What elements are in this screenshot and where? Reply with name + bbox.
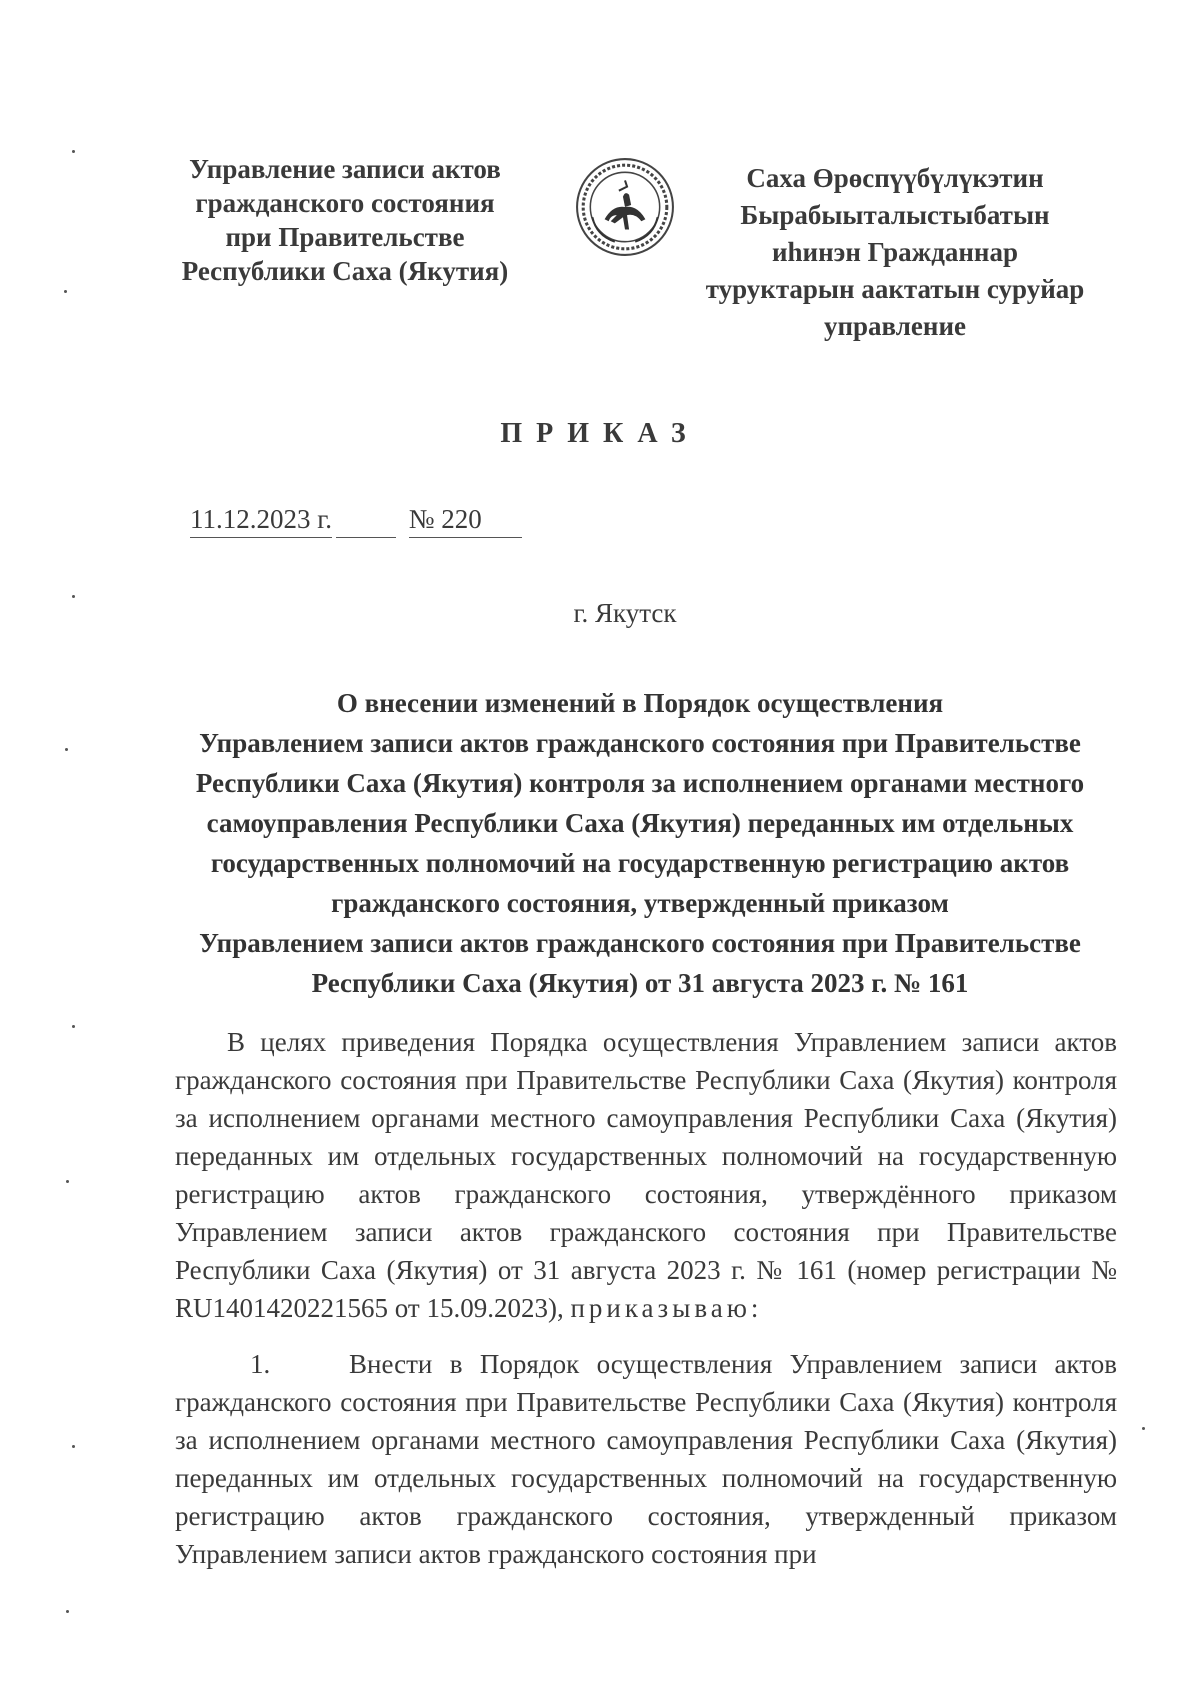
city: г. Якутск — [573, 598, 677, 628]
scan-speck — [64, 290, 67, 293]
underline-gap — [336, 507, 396, 538]
subject-line: государственных полномочий на государственную регистрацию актов — [210, 848, 1070, 878]
subject-line: О внесении изменений в Порядок осуществления — [336, 688, 944, 718]
scan-speck — [72, 1025, 75, 1028]
right-org-line: иһинэн Гражданнар — [771, 237, 1019, 267]
order-word: приказываю: — [570, 1293, 763, 1323]
left-org-line: Управление записи актов — [189, 154, 501, 184]
item-1-paragraph — [175, 1345, 1117, 1573]
date-number-line — [190, 504, 522, 538]
subject-line: Управлением записи актов гражданского состояния при Правительстве — [199, 928, 1081, 958]
subject-line: Республики Саха (Якутия) контроля за исполнением органами местного — [195, 768, 1085, 798]
right-org-line: туруктарын аактатын суруйар — [705, 274, 1085, 304]
order-date: 11.12.2023 г. — [190, 504, 332, 538]
right-org-line: Саха Өрөспүүбүлүкэтин — [746, 163, 1044, 193]
subject-line: самоуправления Республики Саха (Якутия) переданных им отдельных — [206, 808, 1074, 838]
item-number: 1. — [250, 1349, 271, 1379]
order-number: № 220 — [409, 504, 482, 538]
subject-line: Республики Саха (Якутия) от 31 августа 2023 г. № 161 — [311, 968, 969, 998]
subject-line: гражданского состояния, утвержденный приказом — [331, 888, 949, 918]
underline-gap — [482, 507, 522, 538]
right-org-line: Бырабыыталыстыбатын — [740, 200, 1050, 230]
right-org-line: управление — [823, 311, 967, 341]
scan-speck — [65, 748, 68, 751]
scan-speck — [72, 595, 75, 598]
republic-emblem-icon — [574, 156, 676, 258]
right-org-block — [680, 160, 1110, 345]
scan-speck — [1142, 1427, 1145, 1430]
left-org-line: Республики Саха (Якутия) — [181, 256, 509, 286]
scan-speck — [72, 150, 75, 153]
item-text: Внести в Порядок осуществления Управлением записи актов гражданского состояния при Правительстве Республики Саха (Якутия) контроля за исполнением органами местного самоуправления Республики Саха (Якутия) переданных им отдельных государственных полномочий на государственную регистрацию актов гражданского состояния, утвержденный приказом Управлением записи актов гражданского состояния при — [175, 1349, 1117, 1569]
preamble-text: В целях приведения Порядка осуществления Управлением записи актов гражданского состояния при Правительстве Республики Саха (Якутия) контроля за исполнением органами местного самоуправления Республики Саха (Якутия) переданных им отдельных государственных полномочий на государственную регистрацию актов гражданского состояния, утверждённого приказом Управлением записи актов гражданского состояния при Правительстве Республики Саха (Якутия) от 31 августа 2023 г. № 161 (номер регистрации № RU1401420221565 от 15.09.2023), — [175, 1027, 1117, 1323]
preamble-paragraph — [175, 1023, 1117, 1327]
scan-speck — [66, 1180, 69, 1183]
left-org-block — [160, 152, 530, 288]
document-title: ПРИКАЗ — [500, 418, 700, 449]
subject-line: Управлением записи актов гражданского состояния при Правительстве — [199, 728, 1081, 758]
scan-speck — [66, 1610, 69, 1613]
left-org-line: гражданского состояния — [195, 188, 495, 218]
order-subject — [160, 683, 1120, 1003]
scan-speck — [72, 1445, 75, 1448]
left-org-line: при Правительстве — [225, 222, 465, 252]
